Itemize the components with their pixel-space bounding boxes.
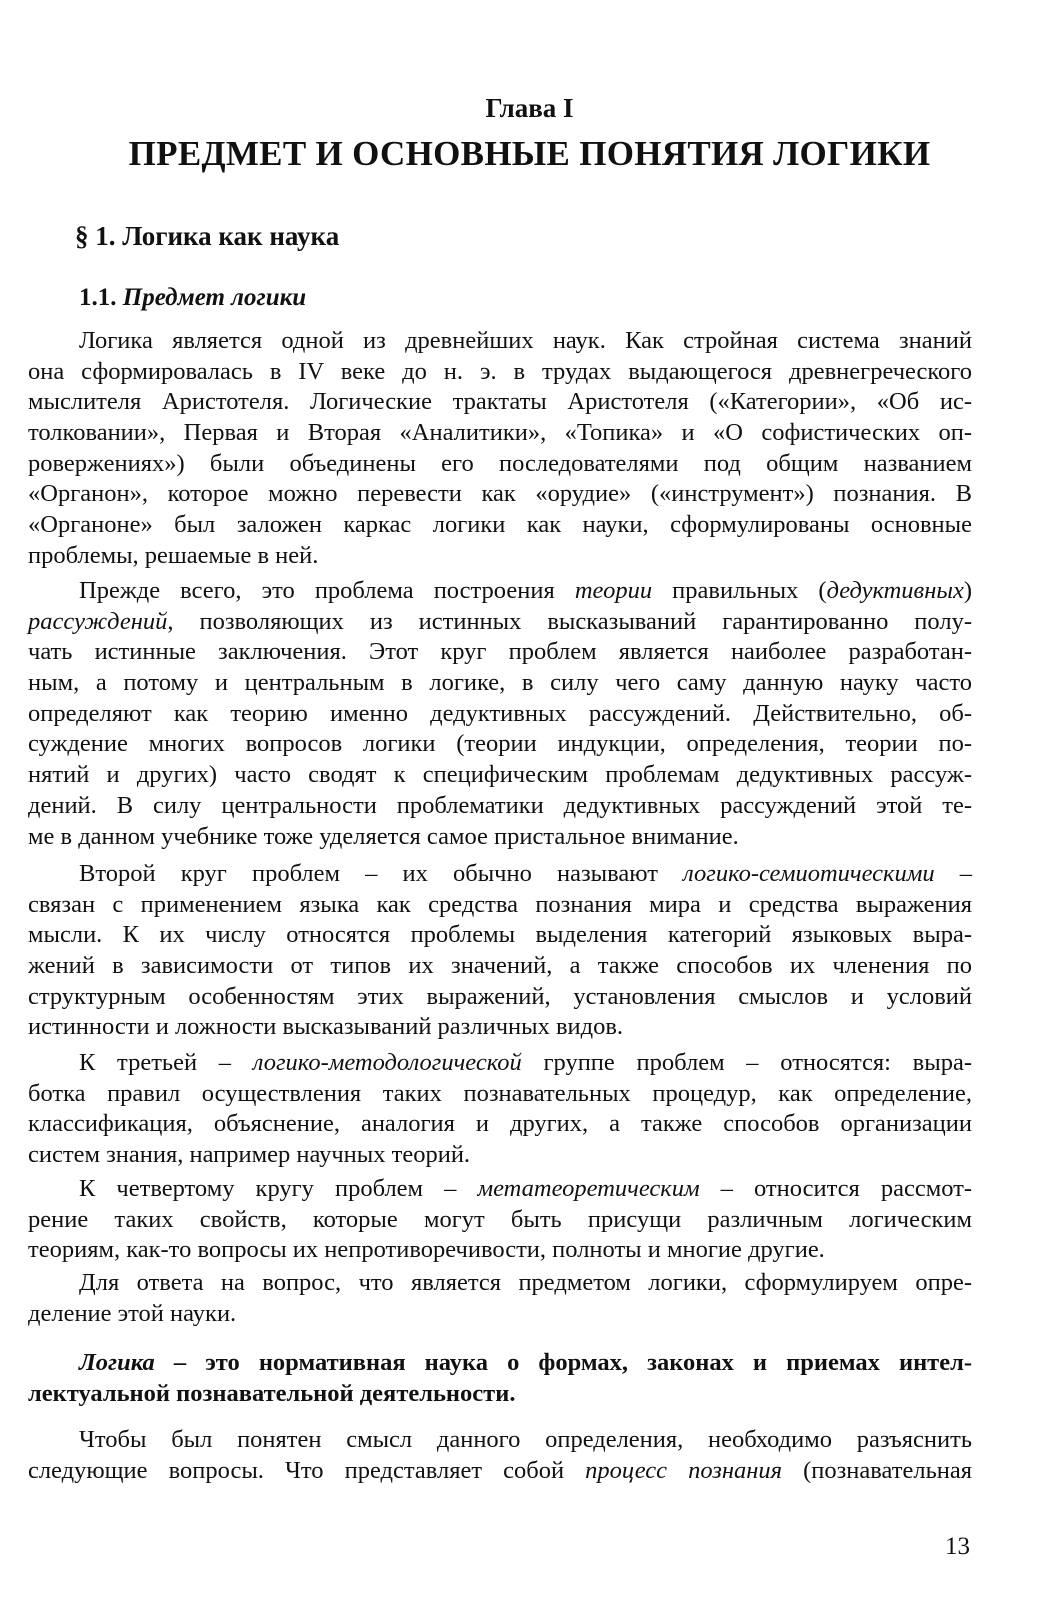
text-line: мысли. К их числу относятся проблемы выделения категорий языковых выра- — [28, 921, 972, 949]
text-line: ровержениях») были объединены его последователями под общим названием — [28, 449, 972, 477]
emphasis-term: логико-методологической — [252, 1049, 522, 1076]
text-run: группе проблем – относятся: выра- — [521, 1049, 972, 1076]
text-run: – это нормативная наука о формах, законах и приемах интел- — [154, 1349, 972, 1376]
text-line: проблемы, решаемые в ней. — [28, 541, 319, 569]
text-run: – относится рассмот- — [699, 1175, 972, 1202]
chapter-label: Глава I — [485, 93, 574, 123]
text-line: деление этой науки. — [28, 1299, 237, 1327]
text-line: «Органоне» был заложен каркас логики как науки, сформулированы основные — [28, 511, 972, 539]
text-line: чать истинные заключения. Этот круг проблем является наиболее разработан- — [28, 638, 972, 666]
text-line: Логика является одной из древнейших наук. Как стройная система знаний — [79, 327, 972, 354]
text-line — [28, 859, 972, 890]
text-line — [28, 1456, 972, 1487]
emphasis-term: логико-семиотическими — [683, 860, 935, 887]
text-run: ) — [963, 577, 972, 604]
emphasis-term: метатеоретическим — [477, 1175, 700, 1202]
text-run: К третьей – — [79, 1049, 253, 1076]
text-line: классификация, объяснение, аналогия и других, а также способов организации — [28, 1110, 972, 1138]
definition-line: лектуальной познавательной деятельности. — [28, 1380, 516, 1407]
text-line: суждение многих вопросов логики (теории индукции, определения, теории по- — [28, 730, 972, 758]
text-line: теориям, как-то вопросы их непротиворечивости, полноты и многие другие. — [28, 1236, 825, 1264]
text-line: жений в зависимости от типов их значений, а также способов их членения по — [28, 952, 972, 980]
definition-line — [28, 1347, 972, 1378]
text-line: «Органон», которое можно перевести как «орудие» («инструмент») познания. В — [28, 480, 972, 508]
paragraph-2 — [28, 576, 972, 852]
text-line: толковании», Первая и Вторая «Аналитики», «Топика» и «О софистических оп- — [28, 419, 972, 447]
text-line — [28, 607, 972, 638]
text-line: структурным особенностям этих выражений, установления смыслов и условий — [28, 982, 972, 1010]
text-line — [28, 1174, 972, 1205]
section-heading: § 1. Логика как наука — [75, 221, 340, 251]
paragraph-5 — [28, 1174, 972, 1266]
text-run: (познавательная — [782, 1456, 972, 1484]
definition-term: Логика — [79, 1349, 155, 1376]
text-run: правильных ( — [652, 577, 827, 604]
page-number: 13 — [945, 1533, 970, 1560]
emphasis-term: теории — [574, 577, 653, 604]
definition-block — [28, 1347, 972, 1409]
text-line: рение таких свойств, которые могут быть присущи различным логическим — [28, 1205, 972, 1233]
text-line — [28, 1048, 972, 1079]
text-run: , позволяющих из истинных высказываний гарантированно полу- — [167, 607, 972, 635]
text-line: Чтобы был понятен смысл данного определения, необходимо разъяснить — [79, 1426, 972, 1453]
subsection-number: 1.1. — [79, 284, 117, 311]
text-line: истинности и ложности высказываний различных видов. — [28, 1013, 624, 1041]
text-run: следующие вопросы. Что представляет собой — [28, 1456, 586, 1484]
text-run: Прежде всего, это проблема построения — [79, 577, 575, 604]
emphasis-term: дедуктивных — [826, 577, 964, 604]
text-line: мыслителя Аристотеля. Логические трактаты Аристотеля («Категории», «Об ис- — [28, 388, 972, 416]
text-run: – — [934, 860, 972, 887]
text-line: ным, а потому и центральным в логике, в силу чего саму данную науку часто — [28, 669, 972, 697]
subsection-heading — [79, 283, 306, 313]
text-line: систем знания, например научных теорий. — [28, 1141, 471, 1169]
text-line: Для ответа на вопрос, что является предметом логики, сформулируем опре- — [79, 1269, 972, 1296]
text-line: связан с применением языка как средства познания мира и средства выражения — [28, 890, 972, 918]
text-line — [28, 576, 972, 607]
text-line: определяют как теорию именно дедуктивных рассуждений. Действительно, об- — [28, 699, 972, 727]
text-run: Второй круг проблем – их обычно называют — [79, 860, 684, 887]
paragraph-1 — [28, 326, 972, 572]
paragraph-7 — [28, 1425, 972, 1486]
subsection-title: Предмет логики — [122, 284, 307, 311]
emphasis-term: рассуждений — [28, 607, 168, 635]
text-line: дений. В силу центральности проблематики дедуктивных рассуждений этой те- — [28, 791, 972, 819]
paragraph-6 — [28, 1268, 972, 1329]
text-line: она сформировалась в IV веке до н. э. в трудах выдающегося древнегреческого — [28, 357, 972, 385]
text-line: нятий и других) часто сводят к специфическим проблемам дедуктивных рассуж- — [28, 761, 972, 789]
text-line: ме в данном учебнике тоже уделяется самое пристальное внимание. — [28, 822, 739, 850]
chapter-title: ПРЕДМЕТ И ОСНОВНЫЕ ПОНЯТИЯ ЛОГИКИ — [128, 134, 931, 173]
text-line: ботка правил осуществления таких познавательных процедур, как определение, — [28, 1079, 972, 1107]
paragraph-4 — [28, 1048, 972, 1171]
text-run: К четвертому кругу проблем – — [79, 1175, 478, 1202]
paragraph-3 — [28, 859, 972, 1043]
emphasis-term: процесс познания — [585, 1456, 783, 1484]
